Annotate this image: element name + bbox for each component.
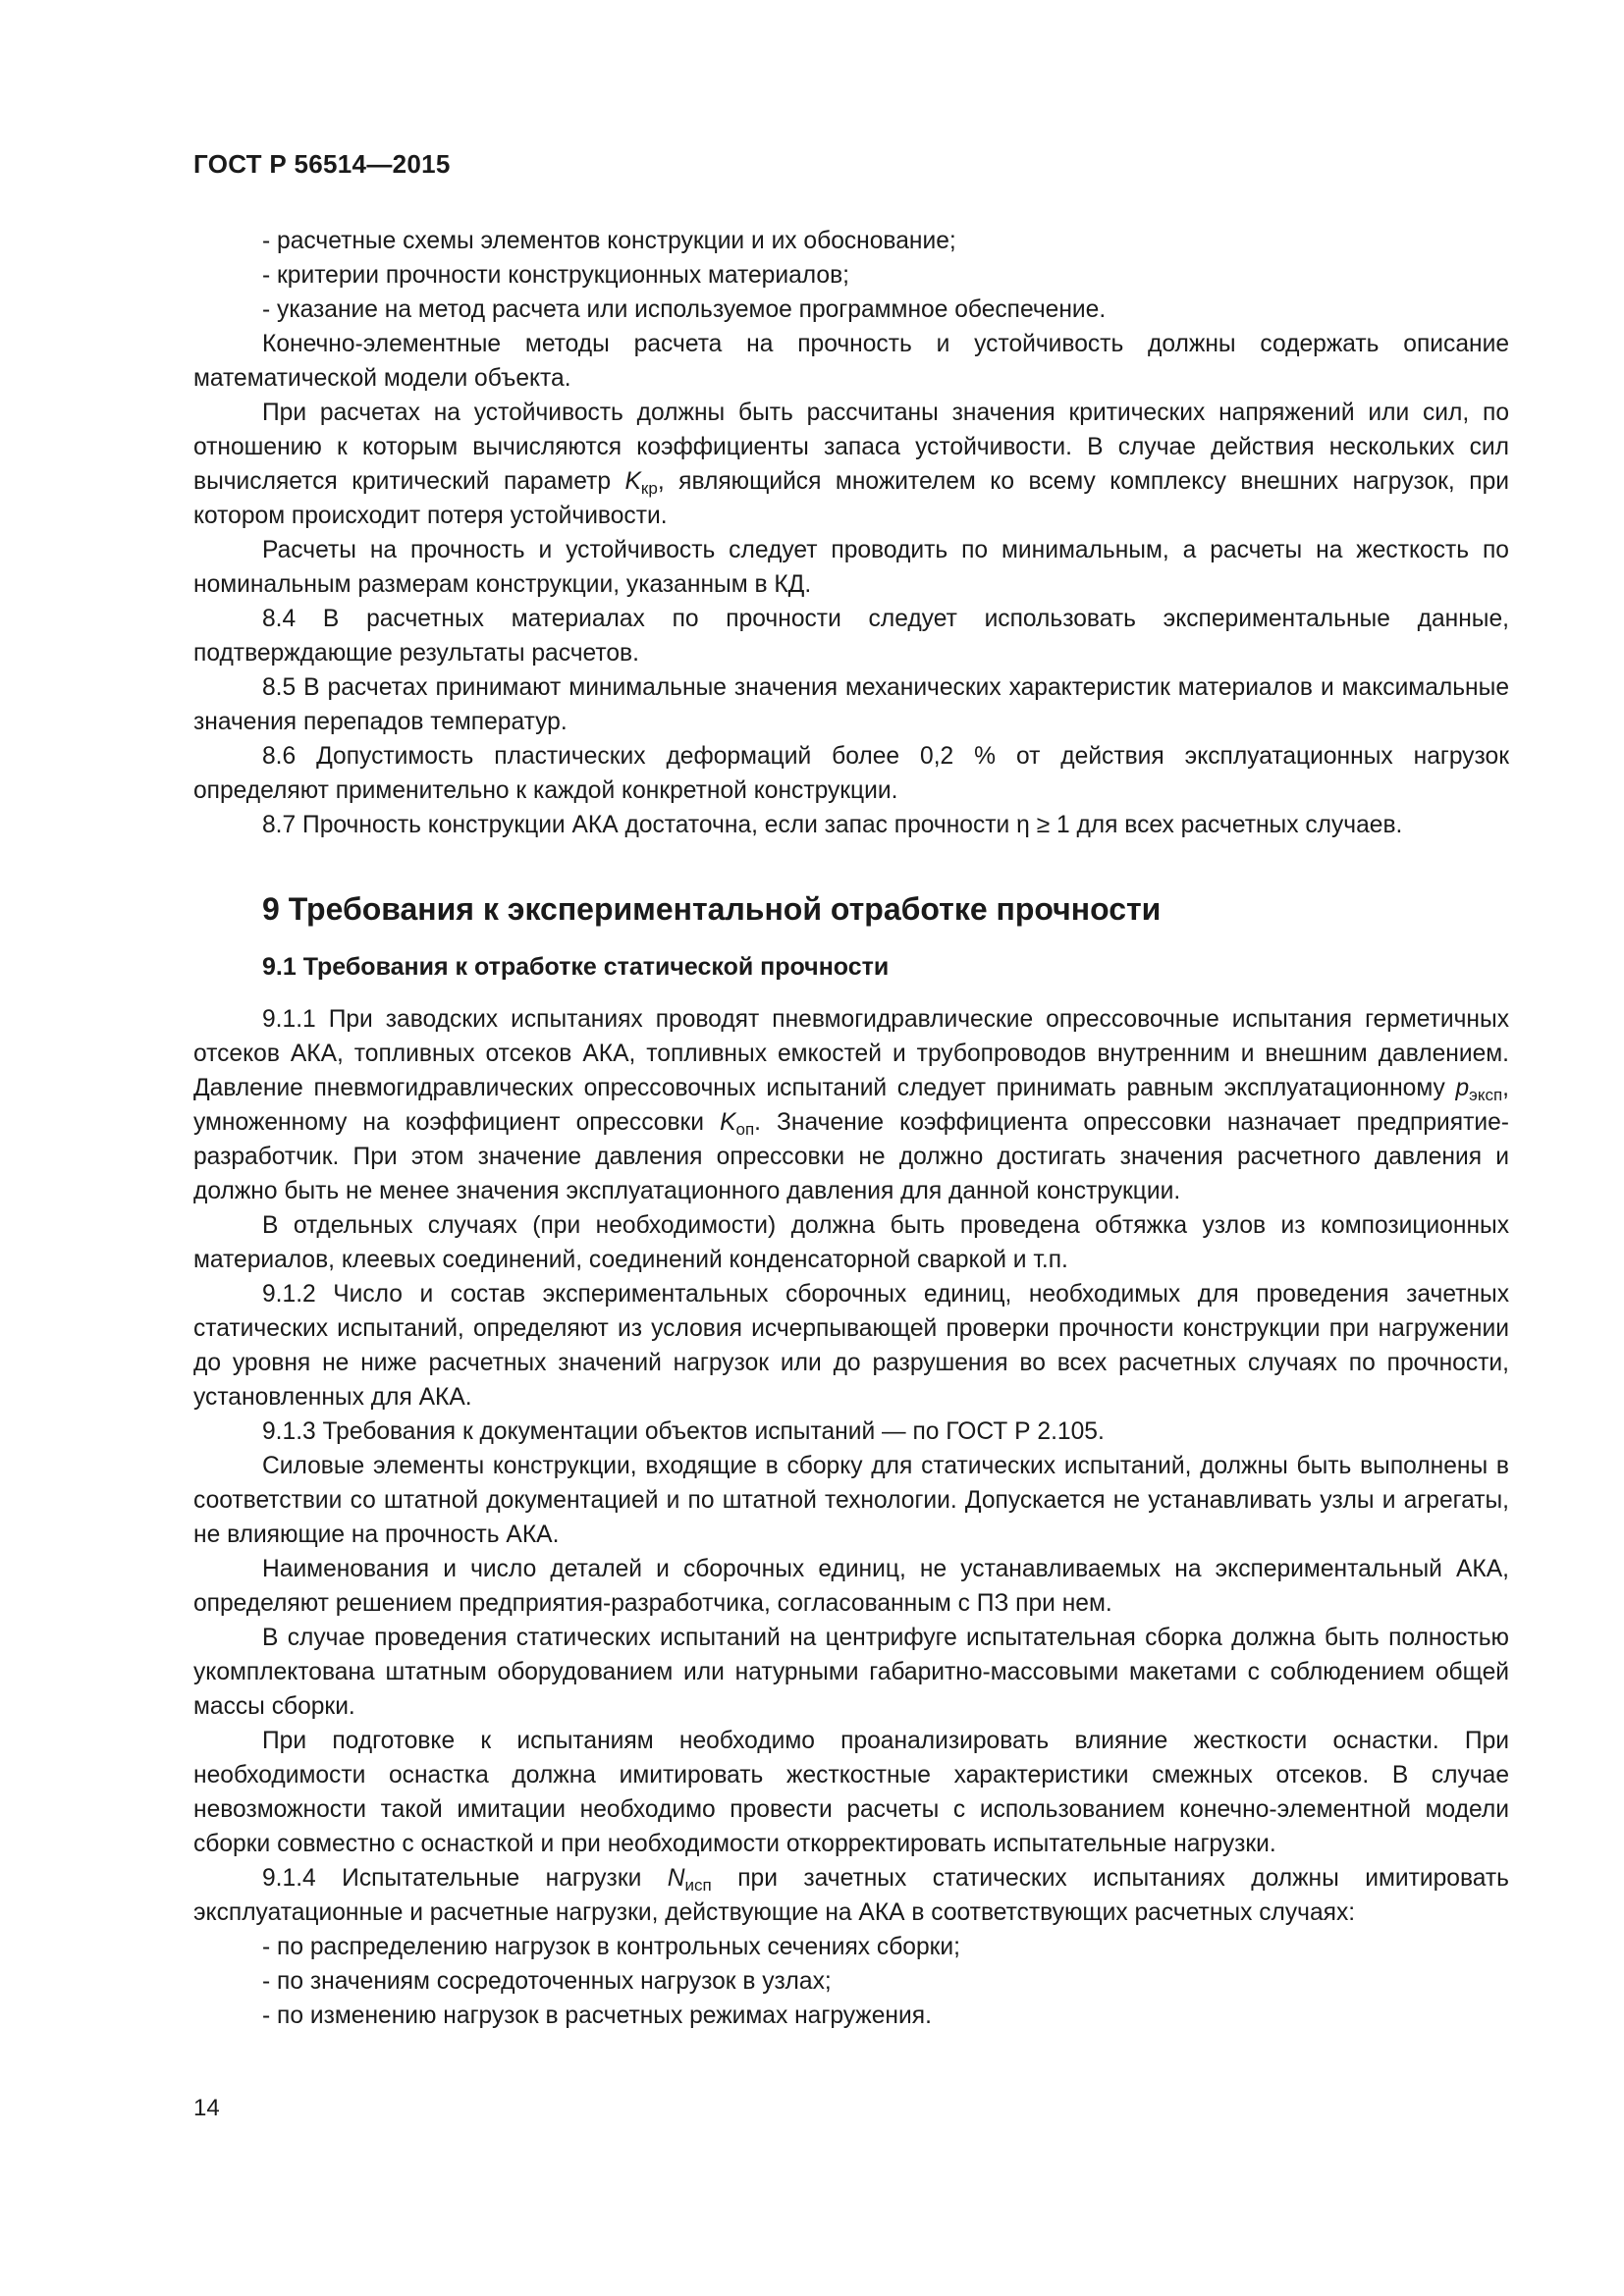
subsection-heading: 9.1 Требования к отработке статической прочности bbox=[262, 953, 890, 981]
symbol-p: p bbox=[1455, 1075, 1470, 1101]
paragraph-stability bbox=[193, 396, 1509, 533]
paragraph-names: Наименования и число деталей и сборочных единиц, не устанавливаемых на экспериментальный АКА, определяют решением предприятия-разработчика, согласованным с ПЗ при нем. bbox=[193, 1556, 1509, 1617]
paragraph-fem: Конечно-элементные методы расчета на прочность и устойчивость должны содержать описание математической модели объекта. bbox=[193, 331, 1509, 392]
text-run: , умноженному на коэффициент опрессовки bbox=[193, 1075, 1509, 1136]
text-run: При расчетах на устойчивость должны быть рассчитаны значения критических напряжений или сил, по отношению к которым вычисляются коэффициенты запаса устойчивости. В случае действия нескольких сил вычисляется критический параметр bbox=[193, 400, 1509, 495]
clause-8-5: 8.5 В расчетах принимают минимальные значения механических характеристик материалов и максимальные значения перепадов температур. bbox=[193, 674, 1509, 735]
clause-9-1-2: 9.1.2 Число и состав экспериментальных сборочных единиц, необходимых для проведения зачетных статических испытаний, определяют из условия исчерпывающей проверки прочности конструкции при нагружении до уровня не ниже расчетных значений нагрузок или до разрушения во всех расчетных случаях по прочности, установленных для АКА. bbox=[193, 1281, 1509, 1411]
paragraph-preparation: При подготовке к испытаниям необходимо проанализировать влияние жесткости оснастки. При необходимости оснастка должна имитировать жесткостные характеристики смежных отсеков. В случае невозможности такой имитации необходимо провести расчеты с использованием конечно-элементной модели сборки совместно с оснасткой и при необходимости откорректировать испытательные нагрузки. bbox=[193, 1728, 1509, 1857]
paragraph-composite: В отдельных случаях (при необходимости) должна быть проведена обтяжка узлов из композиционных материалов, клеевых соединений, соединений конденсаторной сваркой и т.п. bbox=[193, 1212, 1509, 1273]
clause-8-7: 8.7 Прочность конструкции АКА достаточна, если запас прочности η ≥ 1 для всех расчетных случаев. bbox=[262, 812, 1403, 838]
clause-8-6: 8.6 Допустимость пластических деформаций более 0,2 % от действия эксплуатационных нагрузок определяют применительно к каждой конкретной конструкции. bbox=[193, 743, 1509, 804]
list-item: - по значениям сосредоточенных нагрузок в узлах; bbox=[262, 1968, 832, 1995]
paragraph-minimal: Расчеты на прочность и устойчивость следует проводить по минимальным, а расчеты на жесткость по номинальным размерам конструкции, указанным в КД. bbox=[193, 537, 1509, 598]
clause-9-1-1 bbox=[193, 1002, 1509, 1208]
clause-9-1-4 bbox=[193, 1861, 1509, 1930]
subscript: оп bbox=[735, 1120, 755, 1139]
list-item: - указание на метод расчета или используемое программное обеспечение. bbox=[262, 296, 1107, 323]
list-item: - по изменению нагрузок в расчетных режимах нагружения. bbox=[262, 2002, 932, 2029]
paragraph-power-elements: Силовые элементы конструкции, входящие в сборку для статических испытаний, должны быть выполнены в соответствии со штатной документацией и по штатной технологии. Допускается не устанавливать узлы и агрегаты, не влияющие на прочность АКА. bbox=[193, 1453, 1509, 1548]
section-heading: 9 Требования к экспериментальной отработке прочности bbox=[262, 891, 1162, 927]
text-run: . Значение коэффициента опрессовки назначает предприятие-разработчик. При этом значение давления опрессовки не должно достигать значения расчетного давления и должно быть не менее значения эксплуатационного давления для данной конструкции. bbox=[193, 1109, 1509, 1204]
subscript: кр bbox=[640, 479, 658, 498]
text-run: при зачетных статических испытаниях должны имитировать эксплуатационные и расчетные нагрузки, действующие на АКА в соответствующих расчетных случаях: bbox=[193, 1865, 1509, 1926]
document-body bbox=[193, 224, 1509, 2033]
subscript: исп bbox=[684, 1876, 712, 1895]
symbol-k: K bbox=[624, 468, 641, 495]
symbol-n: N bbox=[667, 1865, 685, 1892]
text-run: , являющийся множителем ко всему комплексу внешних нагрузок, при котором происходит потеря устойчивости. bbox=[193, 468, 1510, 529]
text-run: 9.1.1 При заводских испытаниях проводят пневмогидравлические опрессовочные испытания герметичных отсеков АКА, топливных отсеков АКА, топливных емкостей и трубопроводов внутренним и внешним давлением. Давление пневмогидравлических опрессовочных испытаний следует принимать равным эксплуатационному bbox=[193, 1006, 1509, 1101]
paragraph-centrifuge: В случае проведения статических испытаний на центрифуге испытательная сборка должна быть полностью укомплектована штатным оборудованием или натурными габаритно-массовыми макетами с соблюдением общей массы сборки. bbox=[193, 1625, 1509, 1720]
document-header: ГОСТ Р 56514—2015 bbox=[193, 149, 451, 179]
text-run: 9.1.4 Испытательные нагрузки bbox=[262, 1865, 668, 1892]
symbol-k: K bbox=[720, 1109, 736, 1136]
clause-9-1-3: 9.1.3 Требования к документации объектов испытаний — по ГОСТ Р 2.105. bbox=[262, 1418, 1105, 1445]
clause-8-4: 8.4 В расчетных материалах по прочности следует использовать экспериментальные данные, подтверждающие результаты расчетов. bbox=[193, 606, 1509, 667]
page-number: 14 bbox=[193, 2095, 220, 2121]
list-item: - критерии прочности конструкционных материалов; bbox=[262, 262, 849, 289]
list-item: - расчетные схемы элементов конструкции и их обоснование; bbox=[262, 228, 956, 254]
subscript: эксп bbox=[1469, 1086, 1503, 1104]
list-item: - по распределению нагрузок в контрольных сечениях сборки; bbox=[262, 1934, 960, 1960]
